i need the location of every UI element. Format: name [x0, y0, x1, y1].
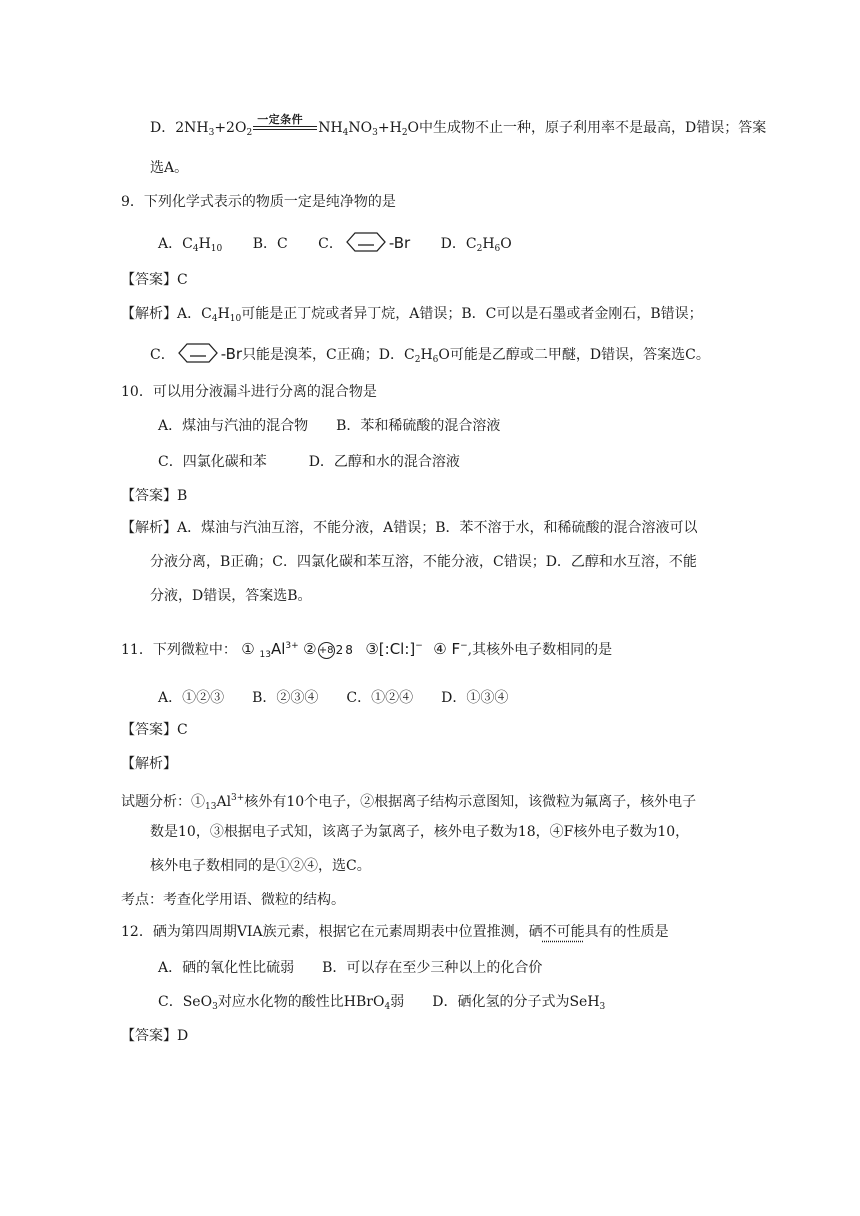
- q12-options-1: A．硒的氧化性比硫弱 B．可以存在至少三种以上的化合价: [158, 960, 543, 976]
- benzene-ring-icon: [175, 342, 221, 364]
- benzene-ring-icon: [343, 231, 389, 253]
- q10-answer: 【答案】B: [121, 488, 188, 504]
- reaction-condition-arrow: 一定条件: [253, 118, 317, 134]
- q11-explanation-title: 【解析】: [121, 756, 177, 772]
- q10-stem: 10．可以用分液漏斗进行分离的混合物是: [121, 384, 377, 400]
- q11-answer: 【答案】C: [121, 722, 188, 738]
- q9-answer: 【答案】C: [121, 272, 188, 288]
- particle-al-ion: ① $_{13}Al^{3+}$: [241, 640, 299, 660]
- q9-stem: 9．下列化学式表示的物质一定是纯净物的是: [121, 194, 396, 210]
- q10-explanation-3: 分液，D错误，答案选B。: [150, 588, 312, 604]
- q11-options: A．①②③ B．②③④ C．①②④ D．①③④: [158, 690, 509, 706]
- q12-answer: 【答案】D: [121, 1028, 189, 1044]
- q12-stem: 12．硒为第四周期VIA族元素，根据它在元素周期表中位置推测，硒不可能具有的性质是: [121, 924, 669, 940]
- q11-explanation-1: 试题分析：$①_{13}Al^{3+}$核外有10个电子，②根据离子结构示意图知，该微粒为氟离子，核外电子: [121, 793, 697, 812]
- particle-f-ion: ④ F−: [433, 640, 468, 658]
- q8-option-d-cont: 选A。: [150, 160, 189, 176]
- emphasized-text: 不可能: [542, 924, 585, 940]
- q11-explanation-2: 数是10，③根据电子式知，该离子为氯离子，核外电子数为18，④F核外电子数为10，: [150, 824, 690, 840]
- q10-explanation-1: 【解析】A．煤油与汽油互溶，不能分液，A错误；B．苯不溶于水，和稀硫酸的混合溶液可以: [121, 520, 698, 536]
- q12-options-2: C．SeO$_3$对应水化物的酸性比HBrO$_4$弱 D．硒化氢的分子式为SeH$_3$: [158, 994, 606, 1012]
- q11-explanation-3: 核外电子数相同的是①②④，选C。: [150, 858, 371, 874]
- q11-stem: 11．下列微粒中： ① $_{13}Al^{3+}$ ② +8 2 8 ③[:Cl:]− ④ F−,其核外电子数相同的是: [121, 640, 613, 660]
- q11-knowledge-point: 考点：考查化学用语、微粒的结构。: [121, 892, 345, 908]
- q9-explanation-1: 【解析】A．$C_4H_{10}$可能是正丁烷或者异丁烷，A错误；B．C可以是石墨或者金刚石，B错误；: [121, 306, 703, 324]
- nucleus-circle-icon: +8: [318, 642, 335, 659]
- q9-explanation-2: C． -Br只能是溴苯，C正确；D．$C_2H_6O$可能是乙醇或二甲醚，D错误，答案选C。: [150, 342, 710, 370]
- particle-cl-electron-formula: ③[:Cl:]−: [365, 640, 423, 658]
- q10-options-1: A．煤油与汽油的混合物 B．苯和稀硫酸的混合溶液: [158, 418, 501, 434]
- q10-explanation-2: 分液分离，B正确；C．四氯化碳和苯互溶，不能分液，C错误；D．乙醇和水互溶，不能: [150, 554, 697, 570]
- particle-f-structure: ② +8 2 8: [303, 640, 353, 658]
- q10-options-2: C．四氯化碳和苯 D．乙醇和水的混合溶液: [158, 454, 460, 470]
- q8-option-d: D．$2NH_3+2O_2$ 一定条件 $NH_4NO_3+H_2O$中生成物不止一种，原子利用率不是最高，D错误；答案: [150, 113, 767, 138]
- q9-options: A．$C_4H_{10}$ B．C C． -Br D．$C_2H_6O$: [158, 231, 512, 259]
